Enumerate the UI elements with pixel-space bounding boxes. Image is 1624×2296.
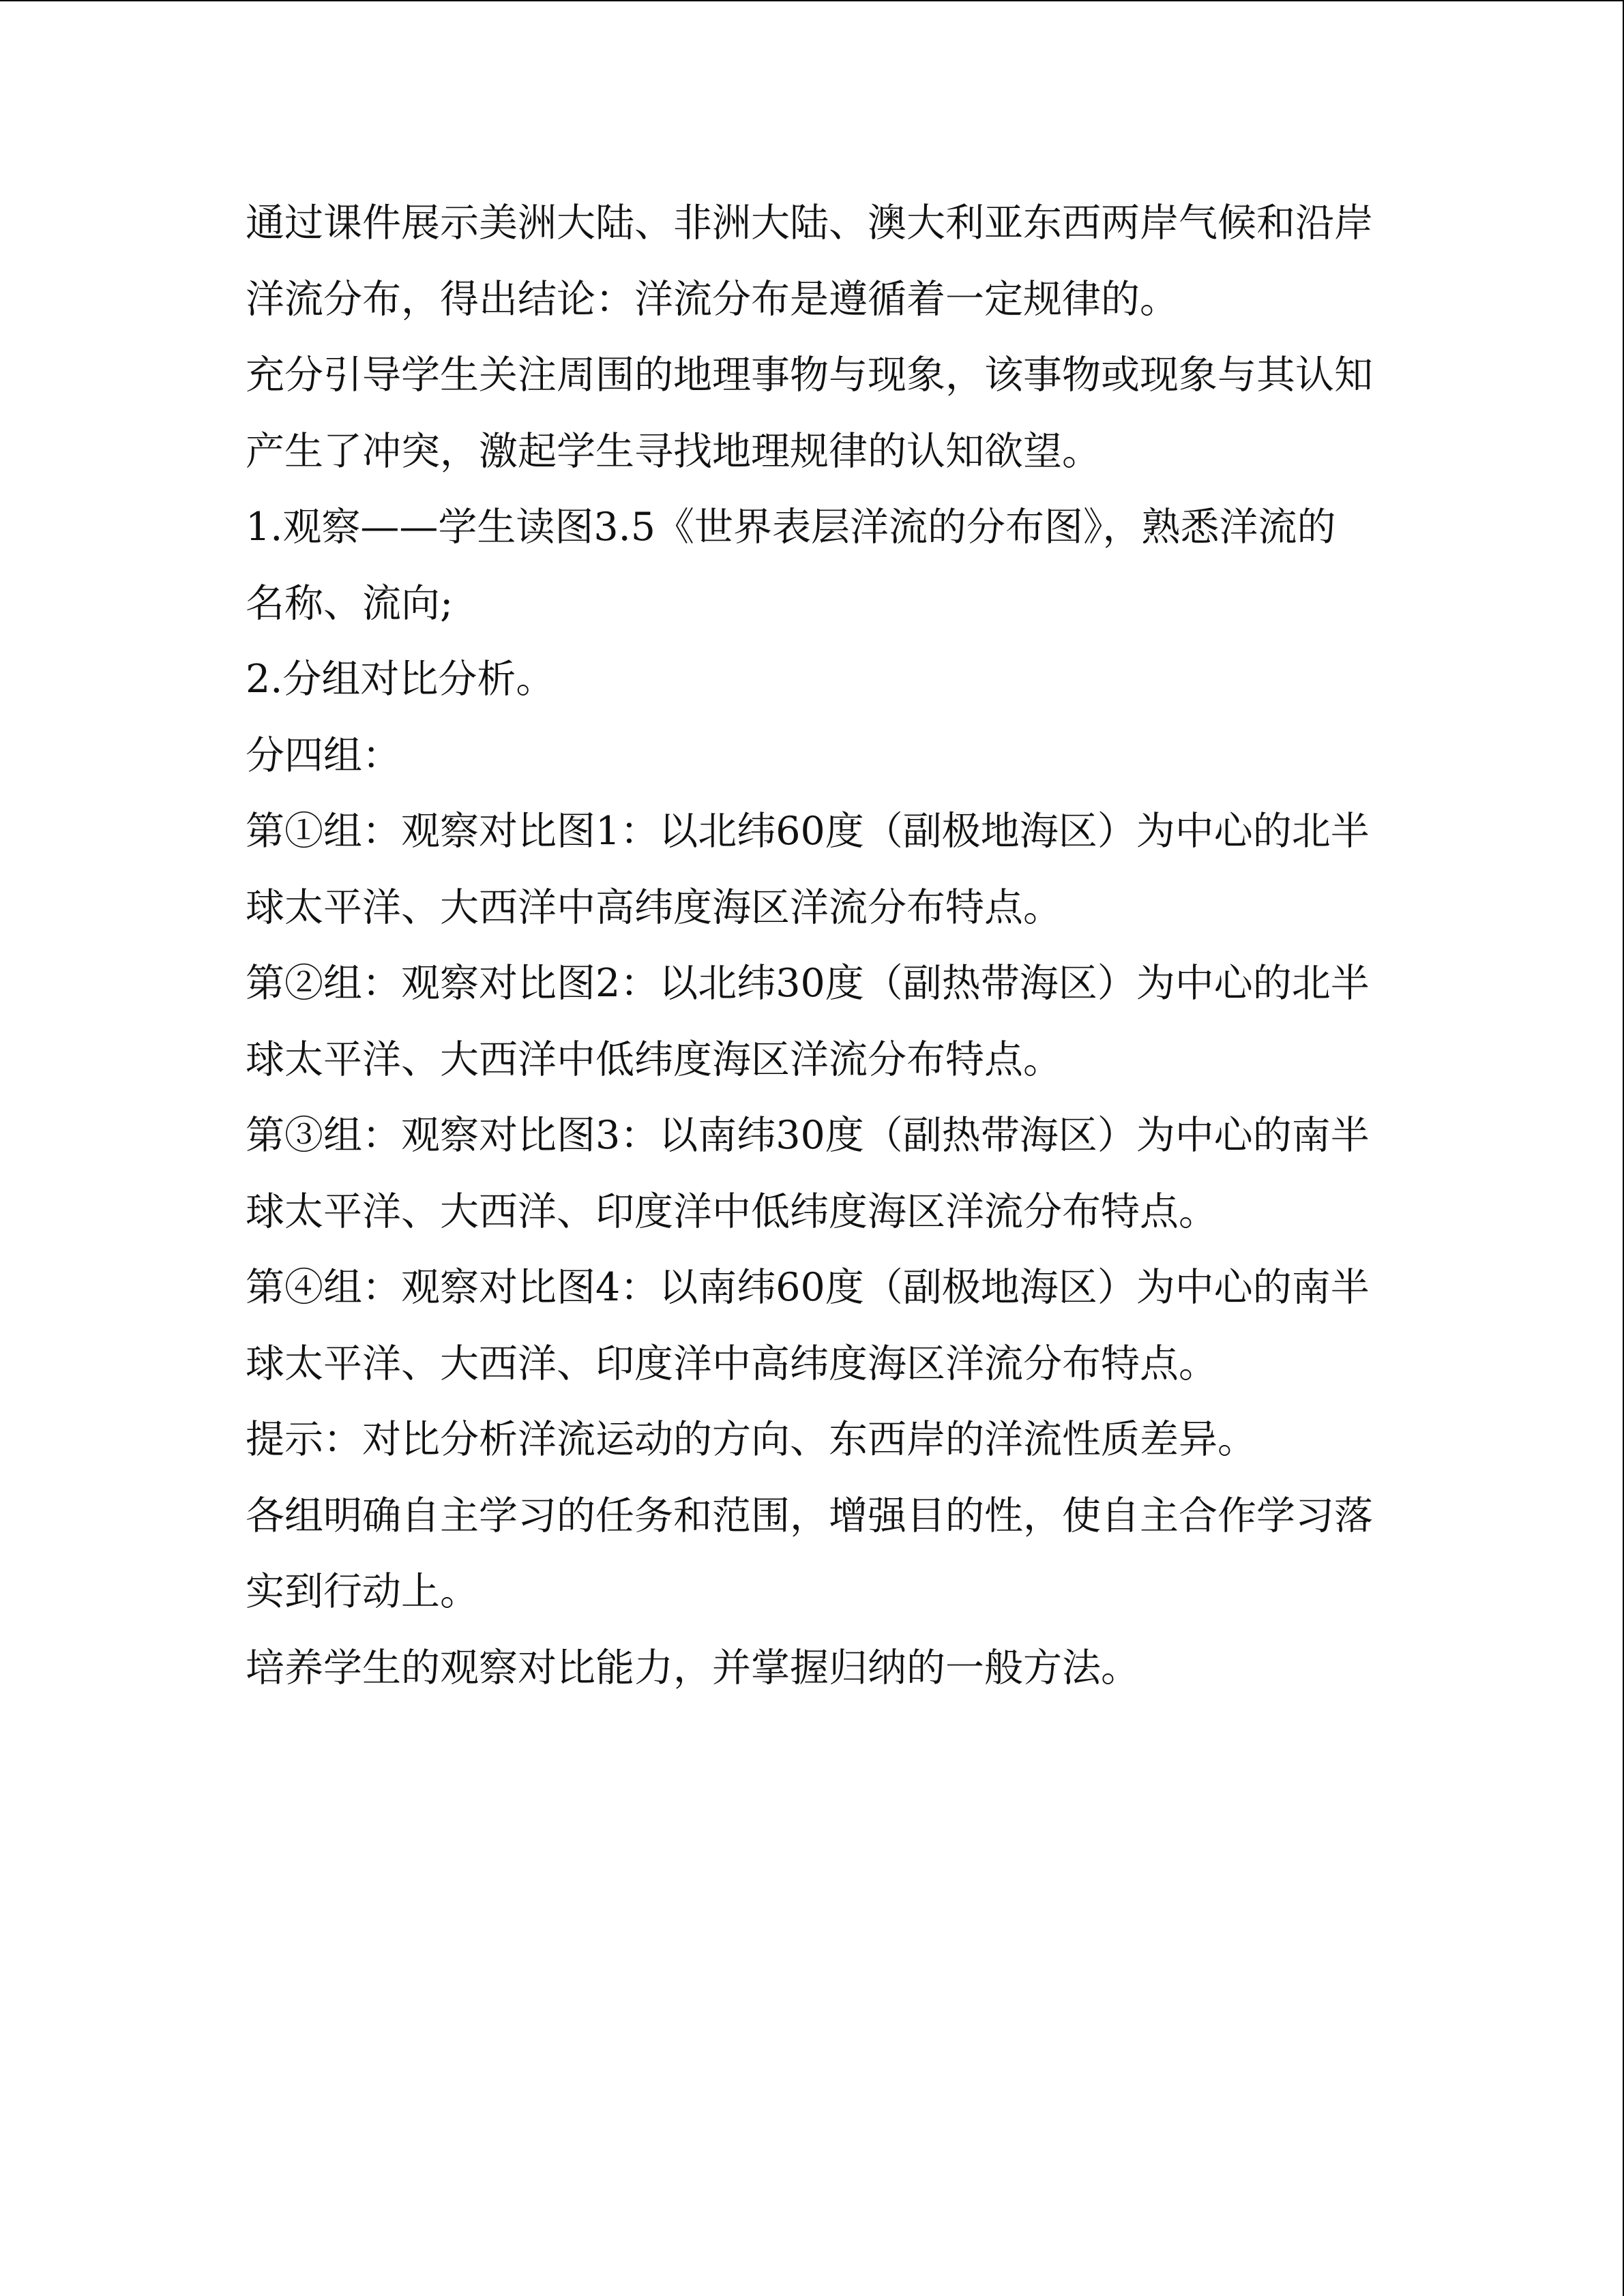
text-line: 1.观察——学生读图3.5《世界表层洋流的分布图》，熟悉洋流的 [246,505,1336,550]
text-line: 产生了冲突，激起学生寻找地理规律的认知欲望。 [246,428,1101,474]
text-line: 第②组：观察对比图2：以北纬30度（副热带海区）为中心的北半 [246,961,1370,1006]
text-line: 名称、流向; [246,580,454,626]
text-line: 培养学生的观察对比能力，并掌握归纳的一般方法。 [246,1645,1140,1690]
text-line: 第①组：观察对比图1：以北纬60度（副极地海区）为中心的北半 [246,809,1370,854]
text-line: 实到行动上。 [246,1569,479,1614]
text-line: 球太平洋、大西洋中低纬度海区洋流分布特点。 [246,1037,1062,1082]
text-line: 通过课件展示美洲大陆、非洲大陆、澳大利亚东西两岸气候和沿岸 [246,200,1373,245]
text-line: 球太平洋、大西洋中高纬度海区洋流分布特点。 [246,884,1062,930]
text-line: 充分引导学生关注周围的地理事物与现象，该事物或现象与其认知 [246,353,1373,398]
text-line: 第③组：观察对比图3：以南纬30度（副热带海区）为中心的南半 [246,1113,1370,1158]
text-line: 2.分组对比分析。 [246,657,555,702]
text-line: 提示：对比分析洋流运动的方向、东西岸的洋流性质差异。 [246,1417,1256,1462]
text-line: 分四组： [246,732,401,778]
text-line: 第④组：观察对比图4：以南纬60度（副极地海区）为中心的南半 [246,1265,1370,1310]
text-line: 洋流分布，得出结论：洋流分布是遵循着一定规律的。 [246,276,1179,322]
text-line: 各组明确自主学习的任务和范围，增强目的性，使自主合作学习落 [246,1493,1373,1538]
text-line: 球太平洋、大西洋、印度洋中低纬度海区洋流分布特点。 [246,1189,1217,1234]
text-line: 球太平洋、大西洋、印度洋中高纬度海区洋流分布特点。 [246,1341,1217,1386]
document-body [246,185,1371,1706]
